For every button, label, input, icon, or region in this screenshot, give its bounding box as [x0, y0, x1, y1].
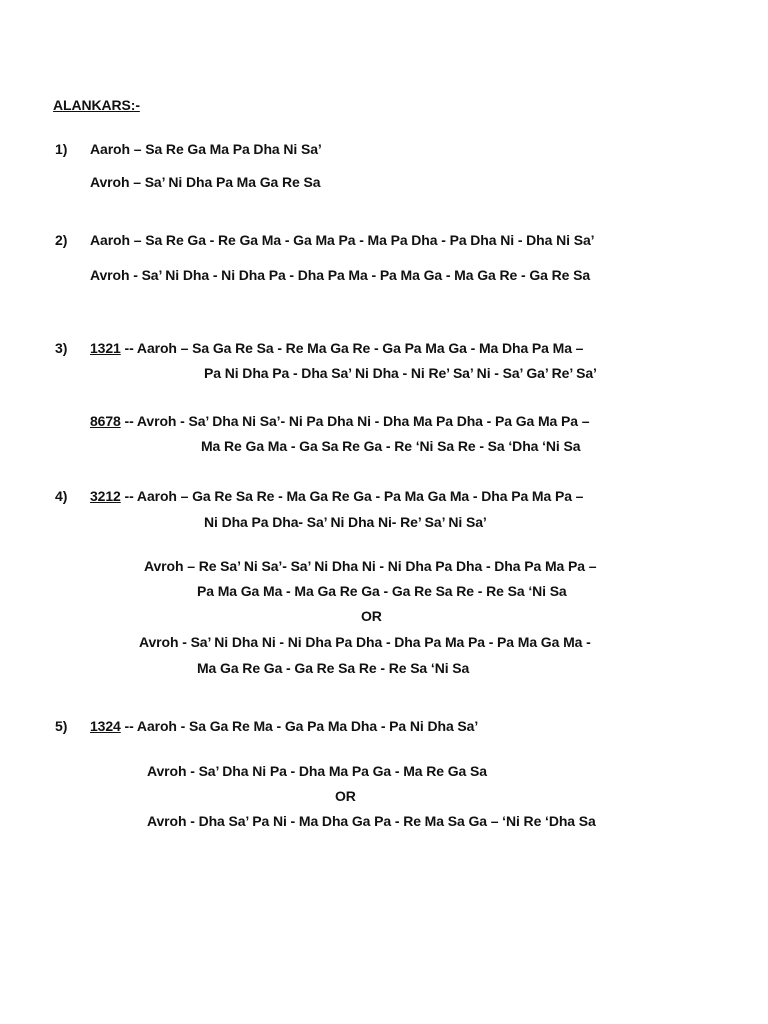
- item-number: 3): [55, 340, 68, 356]
- avroh-line: Avroh – Sa’ Ni Dha Pa Ma Ga Re Sa: [90, 174, 321, 190]
- aaroh-line: [90, 487, 583, 505]
- or-separator: OR: [361, 608, 382, 624]
- or-separator: OR: [335, 788, 356, 804]
- avroh-line: Avroh - Sa’ Ni Dha Ni - Ni Dha Pa Dha - Dha Pa Ma Pa - Pa Ma Ga Ma -: [139, 634, 591, 650]
- item-number: 1): [55, 141, 68, 157]
- aaroh-text: -- Aaroh – Ga Re Sa Re - Ma Ga Re Ga - Pa Ma Ga Ma - Dha Pa Ma Pa –: [120, 488, 584, 504]
- aaroh-line: [90, 717, 478, 735]
- avroh-continuation: Pa Ma Ga Ma - Ma Ga Re Ga - Ga Re Sa Re - Re Sa ‘Ni Sa: [197, 583, 567, 599]
- pattern-code: 1321: [90, 340, 121, 356]
- aaroh-line: [90, 339, 583, 357]
- avroh-continuation: Ma Ga Re Ga - Ga Re Sa Re - Re Sa ‘Ni Sa: [197, 660, 470, 676]
- aaroh-continuation: Ni Dha Pa Dha- Sa’ Ni Dha Ni- Re’ Sa’ Ni Sa’: [204, 514, 487, 530]
- avroh-continuation: Ma Re Ga Ma - Ga Sa Re Ga - Re ‘Ni Sa Re - Sa ‘Dha ‘Ni Sa: [201, 438, 581, 454]
- avroh-text: -- Avroh - Sa’ Dha Ni Sa’- Ni Pa Dha Ni - Dha Ma Pa Dha - Pa Ga Ma Pa –: [120, 413, 590, 429]
- aaroh-continuation: Pa Ni Dha Pa - Dha Sa’ Ni Dha - Ni Re’ Sa’ Ni - Sa’ Ga’ Re’ Sa’: [204, 365, 597, 381]
- pattern-code: 3212: [90, 488, 121, 504]
- aaroh-text: -- Aaroh - Sa Ga Re Ma - Ga Pa Ma Dha - Pa Ni Dha Sa’: [120, 718, 479, 734]
- item-number: 2): [55, 232, 68, 248]
- aaroh-line: Aaroh – Sa Re Ga - Re Ga Ma - Ga Ma Pa - Ma Pa Dha - Pa Dha Ni - Dha Ni Sa’: [90, 232, 595, 248]
- avroh-line: Avroh - Sa’ Ni Dha - Ni Dha Pa - Dha Pa Ma - Pa Ma Ga - Ma Ga Re - Ga Re Sa: [90, 267, 591, 283]
- avroh-line: Avroh - Dha Sa’ Pa Ni - Ma Dha Ga Pa - Re Ma Sa Ga – ‘Ni Re ‘Dha Sa: [147, 813, 596, 829]
- pattern-code: 8678: [90, 413, 121, 429]
- aaroh-text: -- Aaroh – Sa Ga Re Sa - Re Ma Ga Re - Ga Pa Ma Ga - Ma Dha Pa Ma –: [120, 340, 584, 356]
- avroh-line: Avroh – Re Sa’ Ni Sa’- Sa’ Ni Dha Ni - Ni Dha Pa Dha - Dha Pa Ma Pa –: [144, 558, 597, 574]
- aaroh-line: Aaroh – Sa Re Ga Ma Pa Dha Ni Sa’: [90, 141, 322, 157]
- pattern-code: 1324: [90, 718, 121, 734]
- avroh-line: [90, 412, 589, 430]
- page-title: ALANKARS:-: [53, 97, 140, 113]
- item-number: 5): [55, 718, 68, 734]
- avroh-line: Avroh - Sa’ Dha Ni Pa - Dha Ma Pa Ga - Ma Re Ga Sa: [147, 763, 487, 779]
- item-number: 4): [55, 488, 68, 504]
